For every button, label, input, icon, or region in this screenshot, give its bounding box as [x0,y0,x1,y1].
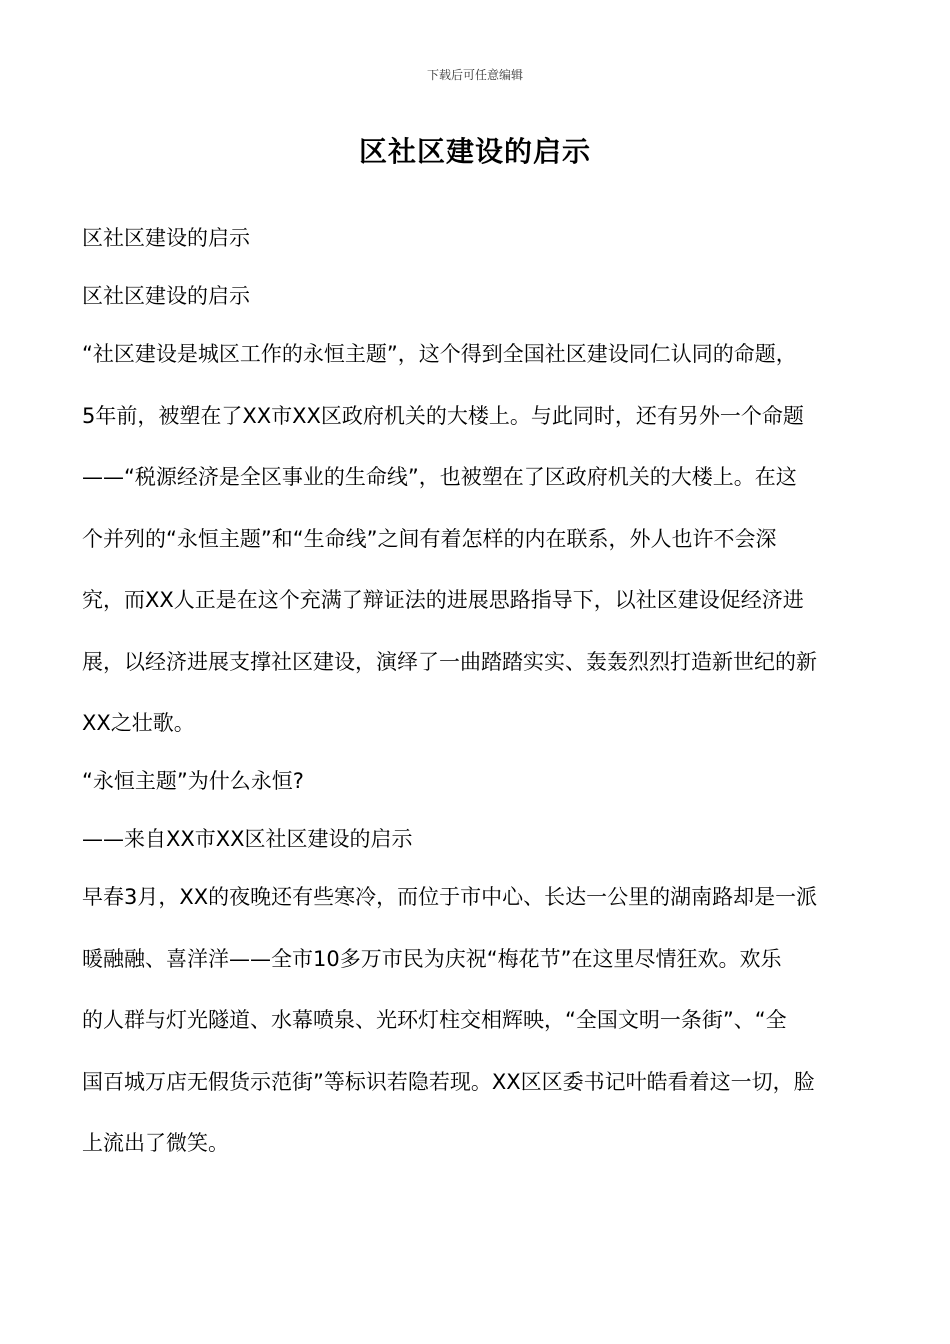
paragraph-line: XX之壮歌。 [82,711,195,735]
paragraph-line: 上流出了微笑。 [82,1131,229,1155]
paragraph-line: 早春3月，XX的夜晚还有些寒冷，而位于市中心、长达一公里的湖南路却是一派 [82,885,818,909]
paragraph-line: 究，而XX人正是在这个充满了辩证法的进展思路指导下，以社区建设促经济进 [82,588,804,612]
header-note: 下载后可任意编辑 [426,68,523,82]
section-subheading: ——来自XX市XX区社区建设的启示 [82,827,413,851]
paragraph-line: 个并列的“永恒主题”和“生命线”之间有着怎样的内在联系，外人也许不会深 [82,526,777,551]
subtitle-line: 区社区建设的启示 [82,284,250,308]
paragraph-line: 5年前，被塑在了XX市XX区政府机关的大楼上。与此同时，还有另外一个命题 [82,403,804,428]
paragraph-line: 国百城万店无假货示范街”等标识若隐若现。XX区区委书记叶皓看着这一切，脸 [82,1069,815,1094]
section-heading: “永恒主题”为什么永恒? [82,769,304,793]
paragraph-line: 暖融融、喜洋洋——全市10多万市民为庆祝“梅花节”在这里尽情狂欢。欢乐 [82,946,782,971]
paragraph-line: ——“税源经济是全区事业的生命线”，也被塑在了区政府机关的大楼上。在这 [82,465,797,489]
paragraph-line: 展，以经济进展支撑社区建设，演绎了一曲踏踏实实、轰轰烈烈打造新世纪的新 [82,649,817,674]
paragraph-line: “社区建设是城区工作的永恒主题”，这个得到全国社区建设同仁认同的命题， [82,342,797,366]
document-title: 区社区建设的启示 [358,135,591,168]
document-body [82,218,882,1185]
subtitle-line: 区社区建设的启示 [82,226,250,250]
paragraph-line: 的人群与灯光隧道、水幕喷泉、光环灯柱交相辉映，“全国文明一条街”、“全 [82,1008,787,1032]
